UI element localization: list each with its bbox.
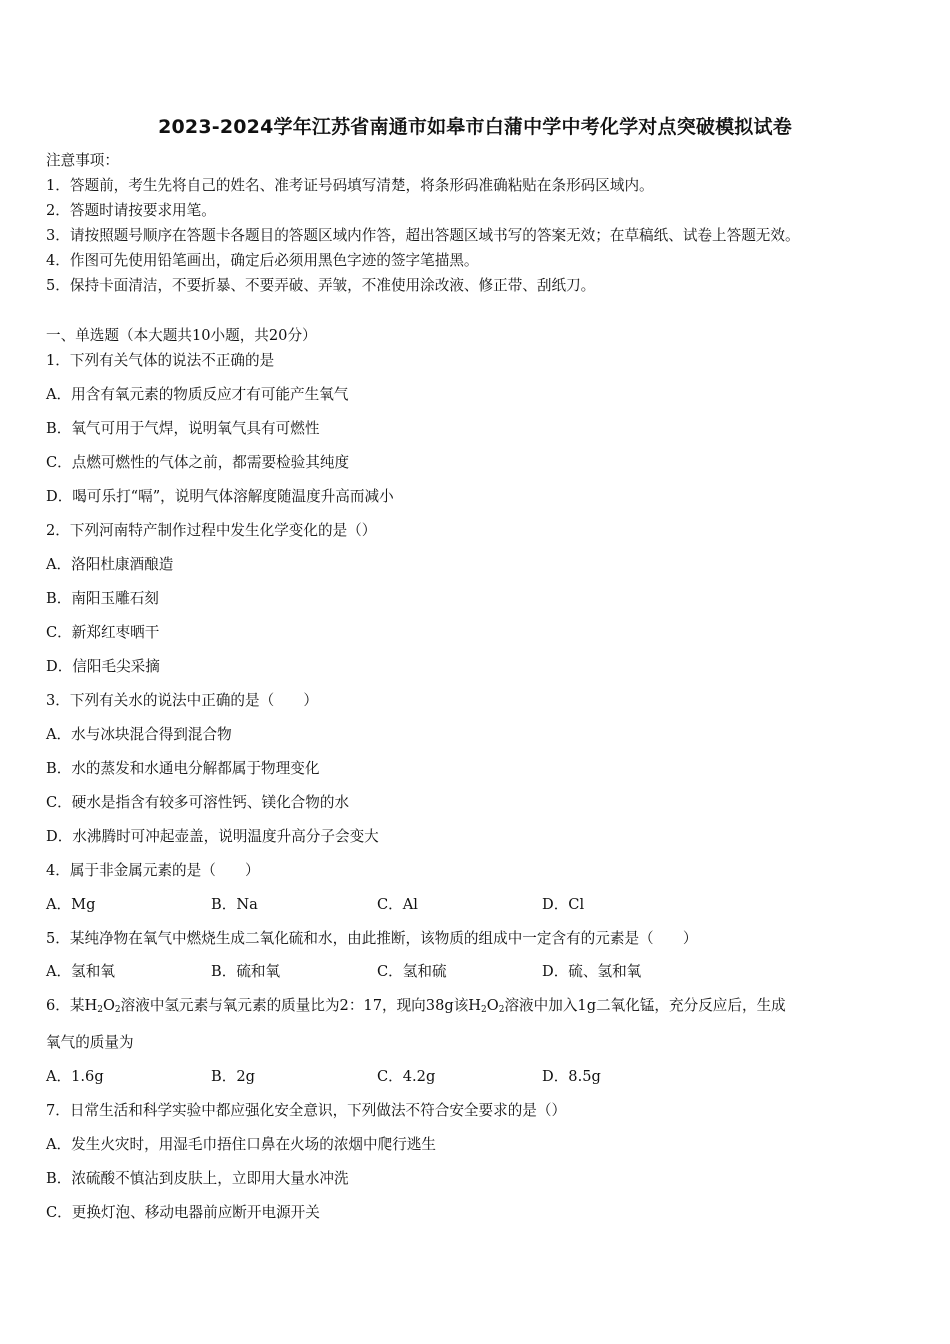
option: D．Cl xyxy=(542,896,585,913)
option: C．更换灯泡、移动电器前应断开电源开关 xyxy=(46,1204,320,1221)
option: C．Al xyxy=(377,896,418,913)
option: D．喝可乐打“嗝”，说明气体溶解度随温度升高而减小 xyxy=(46,488,394,505)
option: A．氢和氧 xyxy=(46,963,115,980)
notice-item: 3．请按照题号顺序在答题卡各题目的答题区域内作答，超出答题区域书写的答案无效；在草稿纸、试卷上答题无效。 xyxy=(46,227,800,244)
notice-item: 5．保持卡面清洁，不要折暴、不要弄破、弄皱，不准使用涂改液、修正带、刮纸刀。 xyxy=(46,277,596,294)
option: C．氢和硫 xyxy=(377,963,447,980)
option: A．洛阳杜康酒酿造 xyxy=(46,556,174,573)
option: A．1.6g xyxy=(46,1068,104,1085)
question-stem: 2．下列河南特产制作过程中发生化学变化的是（） xyxy=(46,522,377,539)
option: A．发生火灾时，用湿毛巾捂住口鼻在火场的浓烟中爬行逃生 xyxy=(46,1136,436,1153)
option: A．Mg xyxy=(46,896,96,913)
question-stem: 1．下列有关气体的说法不正确的是 xyxy=(46,352,275,369)
option: A．用含有氧元素的物质反应才有可能产生氧气 xyxy=(46,386,349,403)
question-stem: 4．属于非金属元素的是（ ） xyxy=(46,862,260,879)
option: B．浓硫酸不慎沾到皮肤上，立即用大量水冲洗 xyxy=(46,1170,349,1187)
section-heading: 一、单选题（本大题共10小题，共20分） xyxy=(46,327,317,344)
option: B．Na xyxy=(211,896,258,913)
option: B．氧气可用于气焊，说明氧气具有可燃性 xyxy=(46,420,320,437)
question-stem: 6．某$H_2O_2$溶液中氢元素与氧元素的质量比为2：17，现向38g该$H_2O_2$溶液中加入1g二氧化锰，充分反应后，生成 xyxy=(46,997,786,1015)
option: C．4.2g xyxy=(377,1068,436,1085)
question-stem: 7．日常生活和科学实验中都应强化安全意识，下列做法不符合安全要求的是（） xyxy=(46,1102,567,1119)
option: B．南阳玉雕石刻 xyxy=(46,590,159,607)
option: B．2g xyxy=(211,1068,255,1085)
question-stem: 3．下列有关水的说法中正确的是（ ） xyxy=(46,692,318,709)
option: B．水的蒸发和水通电分解都属于物理变化 xyxy=(46,760,320,777)
page-title: 2023-2024学年江苏省南通市如皋市白蒲中学中考化学对点突破模拟试卷 xyxy=(158,116,792,138)
option: C．硬水是指含有较多可溶性钙、镁化合物的水 xyxy=(46,794,350,811)
option: B．硫和氧 xyxy=(211,963,281,980)
option: D．8.5g xyxy=(542,1068,601,1085)
option: C．点燃可燃性的气体之前，都需要检验其纯度 xyxy=(46,454,350,471)
option: C．新郑红枣晒干 xyxy=(46,624,160,641)
notice-item: 2．答题时请按要求用笔。 xyxy=(46,202,216,219)
option: D．硫、氢和氧 xyxy=(542,963,642,980)
question-stem-continued: 氧气的质量为 xyxy=(46,1034,134,1051)
option: D．水沸腾时可冲起壶盖，说明温度升高分子会变大 xyxy=(46,828,379,845)
option: D．信阳毛尖采摘 xyxy=(46,658,160,675)
option: A．水与冰块混合得到混合物 xyxy=(46,726,232,743)
notice-heading: 注意事项： xyxy=(46,152,119,169)
notice-item: 4．作图可先使用铅笔画出，确定后必须用黑色字迹的签字笔描黑。 xyxy=(46,252,479,269)
question-stem: 5．某纯净物在氧气中燃烧生成二氧化硫和水，由此推断，该物质的组成中一定含有的元素是（ ） xyxy=(46,930,698,947)
notice-item: 1．答题前，考生先将自己的姓名、准考证号码填写清楚，将条形码准确粘贴在条形码区域内。 xyxy=(46,177,654,194)
